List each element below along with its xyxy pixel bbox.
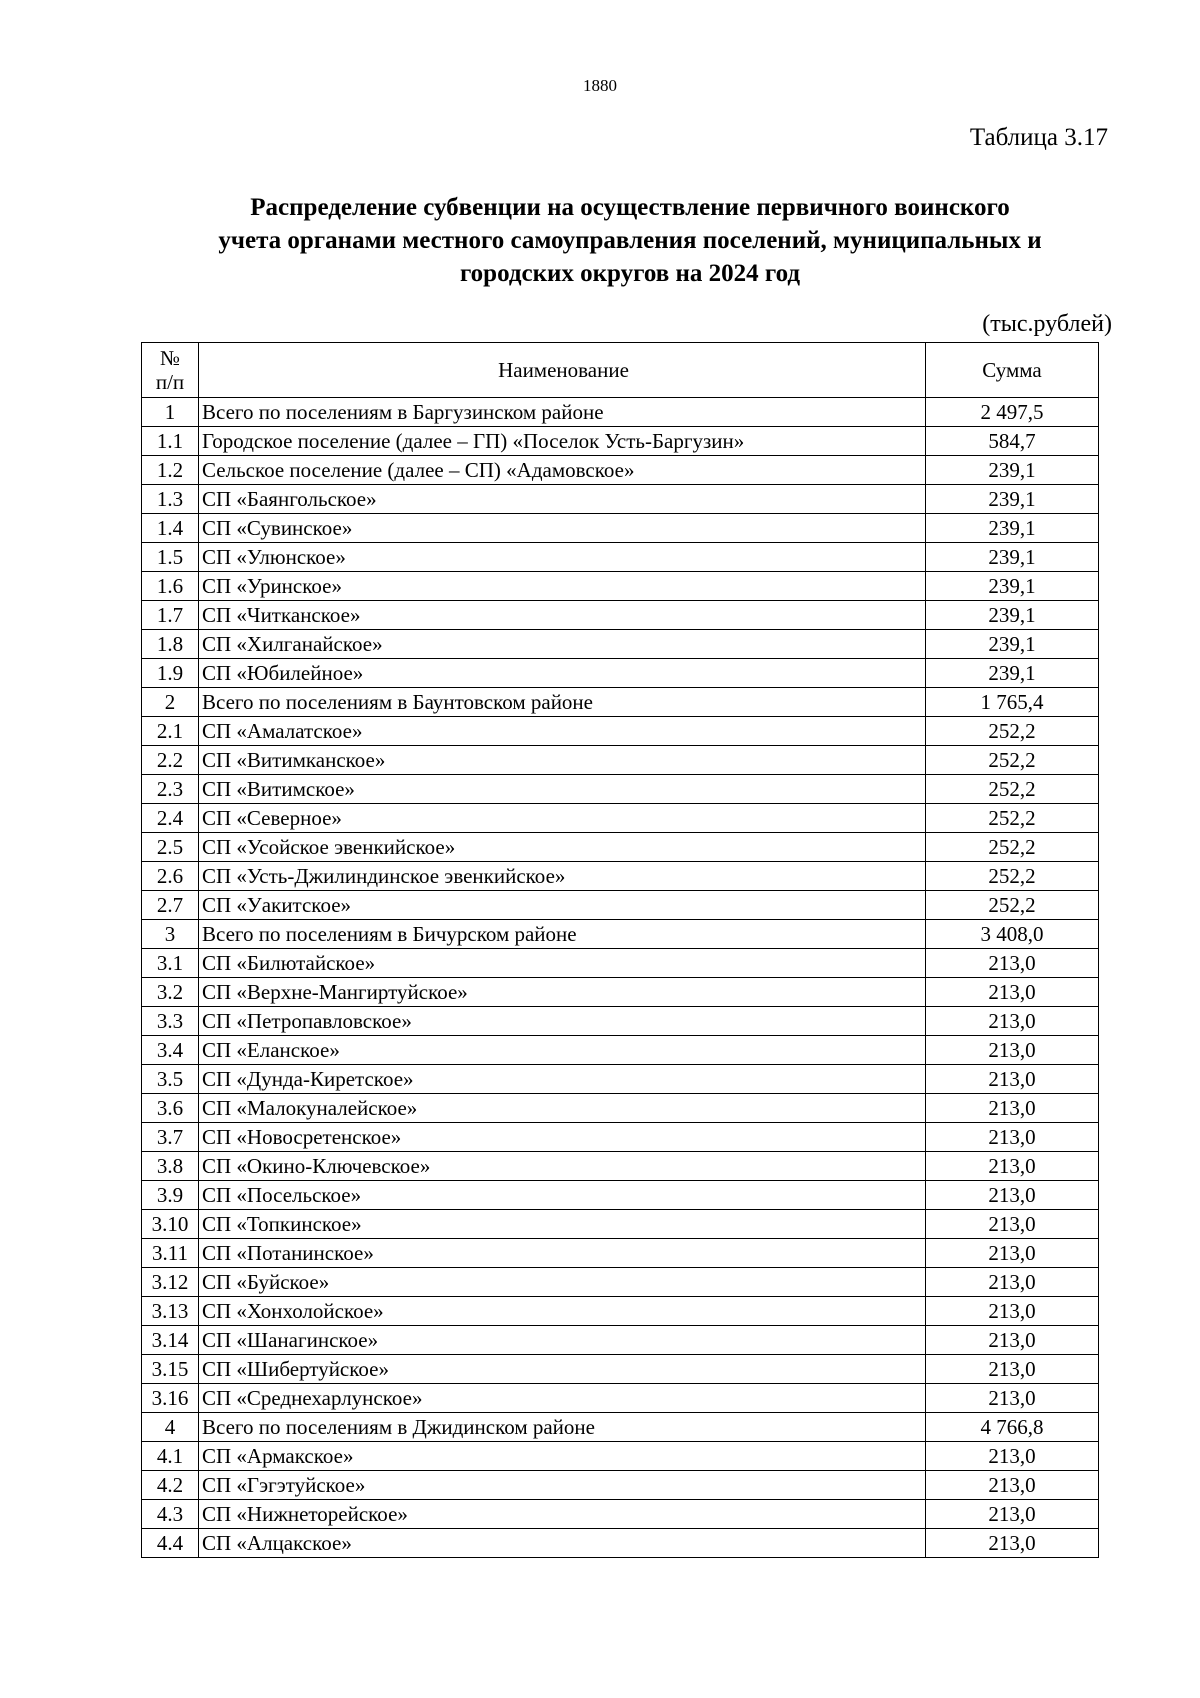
row-name: СП «Юбилейное» — [199, 659, 926, 688]
row-sum: 239,1 — [926, 514, 1099, 543]
row-sum: 213,0 — [926, 1123, 1099, 1152]
table-row — [142, 1384, 1099, 1413]
row-number: 2.3 — [142, 775, 199, 804]
row-sum: 213,0 — [926, 1326, 1099, 1355]
header-number — [142, 343, 199, 398]
row-name: СП «Шибертуйское» — [199, 1355, 926, 1384]
row-number: 3.8 — [142, 1152, 199, 1181]
row-name: СП «Шанагинское» — [199, 1326, 926, 1355]
row-number: 3.2 — [142, 978, 199, 1007]
row-name: Всего по поселениям в Бичурском районе — [199, 920, 926, 949]
row-sum: 213,0 — [926, 949, 1099, 978]
row-number: 3.10 — [142, 1210, 199, 1239]
row-sum: 213,0 — [926, 1268, 1099, 1297]
row-sum: 213,0 — [926, 1007, 1099, 1036]
header-name: Наименование — [199, 343, 926, 398]
table-row — [142, 398, 1099, 427]
row-number: 3.4 — [142, 1036, 199, 1065]
table-row — [142, 891, 1099, 920]
row-sum: 239,1 — [926, 601, 1099, 630]
table-row — [142, 1181, 1099, 1210]
table-row — [142, 1442, 1099, 1471]
table-row — [142, 514, 1099, 543]
row-name: СП «Хилганайское» — [199, 630, 926, 659]
header-sum: Сумма — [926, 343, 1099, 398]
row-sum: 213,0 — [926, 1442, 1099, 1471]
row-sum: 252,2 — [926, 891, 1099, 920]
row-number: 1.6 — [142, 572, 199, 601]
row-sum: 252,2 — [926, 862, 1099, 891]
row-name: СП «Еланское» — [199, 1036, 926, 1065]
row-name: СП «Верхне-Мангиртуйское» — [199, 978, 926, 1007]
row-sum: 239,1 — [926, 630, 1099, 659]
table-row — [142, 1326, 1099, 1355]
row-name: СП «Усть-Джилиндинское эвенкийское» — [199, 862, 926, 891]
row-sum: 213,0 — [926, 1384, 1099, 1413]
row-number: 3.11 — [142, 1239, 199, 1268]
table-caption: Таблица 3.17 — [969, 124, 1108, 151]
row-number: 2 — [142, 688, 199, 717]
table-row — [142, 804, 1099, 833]
row-sum: 213,0 — [926, 1036, 1099, 1065]
row-name: СП «Дунда-Киретское» — [199, 1065, 926, 1094]
row-name: СП «Витимское» — [199, 775, 926, 804]
row-number: 3 — [142, 920, 199, 949]
table-row — [142, 1297, 1099, 1326]
row-sum: 213,0 — [926, 1181, 1099, 1210]
row-name: СП «Окино-Ключевское» — [199, 1152, 926, 1181]
row-number: 2.7 — [142, 891, 199, 920]
row-number: 3.16 — [142, 1384, 199, 1413]
row-name: СП «Среднехарлунское» — [199, 1384, 926, 1413]
row-name: СП «Амалатское» — [199, 717, 926, 746]
row-number: 1.1 — [142, 427, 199, 456]
row-name: СП «Хонхолойское» — [199, 1297, 926, 1326]
row-sum: 252,2 — [926, 804, 1099, 833]
row-number: 1.4 — [142, 514, 199, 543]
row-sum: 239,1 — [926, 456, 1099, 485]
row-number: 2.1 — [142, 717, 199, 746]
table-row — [142, 1471, 1099, 1500]
row-number: 4 — [142, 1413, 199, 1442]
row-sum: 252,2 — [926, 833, 1099, 862]
row-sum: 239,1 — [926, 572, 1099, 601]
row-number: 1.9 — [142, 659, 199, 688]
row-number: 3.1 — [142, 949, 199, 978]
row-name: СП «Уакитское» — [199, 891, 926, 920]
row-number: 3.12 — [142, 1268, 199, 1297]
row-number: 1.5 — [142, 543, 199, 572]
row-number: 1 — [142, 398, 199, 427]
row-number: 3.14 — [142, 1326, 199, 1355]
row-name: СП «Потанинское» — [199, 1239, 926, 1268]
table-row — [142, 1529, 1099, 1558]
row-name: СП «Гэгэтуйское» — [199, 1471, 926, 1500]
row-number: 4.2 — [142, 1471, 199, 1500]
row-name: СП «Читканское» — [199, 601, 926, 630]
row-sum: 2 497,5 — [926, 398, 1099, 427]
row-sum: 213,0 — [926, 1529, 1099, 1558]
row-sum: 1 765,4 — [926, 688, 1099, 717]
row-name: СП «Петропавловское» — [199, 1007, 926, 1036]
row-number: 4.3 — [142, 1500, 199, 1529]
row-name: СП «Посельское» — [199, 1181, 926, 1210]
row-name: СП «Северное» — [199, 804, 926, 833]
row-sum: 239,1 — [926, 543, 1099, 572]
row-name: СП «Армакское» — [199, 1442, 926, 1471]
table-row — [142, 920, 1099, 949]
table-row — [142, 1094, 1099, 1123]
table-row — [142, 688, 1099, 717]
row-name: СП «Витимканское» — [199, 746, 926, 775]
row-sum: 213,0 — [926, 1152, 1099, 1181]
title-line-3: городских округов на 2024 год — [459, 260, 801, 287]
row-sum: 239,1 — [926, 659, 1099, 688]
row-name: СП «Нижнеторейское» — [199, 1500, 926, 1529]
row-sum: 252,2 — [926, 717, 1099, 746]
row-name: Всего по поселениям в Баунтовском районе — [199, 688, 926, 717]
row-number: 1.2 — [142, 456, 199, 485]
row-name: Всего по поселениям в Джидинском районе — [199, 1413, 926, 1442]
table-row — [142, 485, 1099, 514]
row-name: Городское поселение (далее – ГП) «Поселок Усть-Баргузин» — [199, 427, 926, 456]
table-row — [142, 833, 1099, 862]
row-number: 4.4 — [142, 1529, 199, 1558]
title-line-1: Распределение субвенции на осуществление первичного воинского — [250, 194, 1010, 221]
row-number: 2.6 — [142, 862, 199, 891]
row-sum: 213,0 — [926, 1065, 1099, 1094]
row-name: СП «Усойское эвенкийское» — [199, 833, 926, 862]
table-row — [142, 1355, 1099, 1384]
table-row — [142, 572, 1099, 601]
header-number-abbr: п/п — [155, 370, 185, 394]
table-row — [142, 1268, 1099, 1297]
row-name: Всего по поселениям в Баргузинском районе — [199, 398, 926, 427]
subvention-table — [141, 342, 1099, 1558]
row-number: 3.5 — [142, 1065, 199, 1094]
table-row — [142, 543, 1099, 572]
row-sum: 252,2 — [926, 775, 1099, 804]
row-sum: 213,0 — [926, 1471, 1099, 1500]
table-row — [142, 1152, 1099, 1181]
row-name: СП «Буйское» — [199, 1268, 926, 1297]
table-body — [142, 398, 1099, 1558]
row-sum: 213,0 — [926, 1210, 1099, 1239]
row-name: СП «Баянгольское» — [199, 485, 926, 514]
row-number: 3.13 — [142, 1297, 199, 1326]
document-title — [150, 191, 1110, 290]
row-name: СП «Сувинское» — [199, 514, 926, 543]
table-row — [142, 427, 1099, 456]
row-number: 3.15 — [142, 1355, 199, 1384]
table-row — [142, 1210, 1099, 1239]
row-name: СП «Новосретенское» — [199, 1123, 926, 1152]
row-sum: 213,0 — [926, 1500, 1099, 1529]
row-name: СП «Алцакское» — [199, 1529, 926, 1558]
row-name: СП «Малокуналейское» — [199, 1094, 926, 1123]
row-number: 2.5 — [142, 833, 199, 862]
row-name: СП «Улюнское» — [199, 543, 926, 572]
row-sum: 584,7 — [926, 427, 1099, 456]
table-row — [142, 1036, 1099, 1065]
table-row — [142, 862, 1099, 891]
row-number: 1.3 — [142, 485, 199, 514]
table-row — [142, 630, 1099, 659]
table-row — [142, 949, 1099, 978]
row-number: 4.1 — [142, 1442, 199, 1471]
row-name: СП «Топкинское» — [199, 1210, 926, 1239]
row-number: 3.9 — [142, 1181, 199, 1210]
table-row — [142, 1500, 1099, 1529]
row-sum: 213,0 — [926, 1239, 1099, 1268]
row-sum: 239,1 — [926, 485, 1099, 514]
row-number: 3.3 — [142, 1007, 199, 1036]
table-row — [142, 1413, 1099, 1442]
table-row — [142, 456, 1099, 485]
row-sum: 252,2 — [926, 746, 1099, 775]
table-row — [142, 1007, 1099, 1036]
row-name: Сельское поселение (далее – СП) «Адамовское» — [199, 456, 926, 485]
row-number: 1.8 — [142, 630, 199, 659]
row-sum: 213,0 — [926, 978, 1099, 1007]
table-row — [142, 1239, 1099, 1268]
row-sum: 213,0 — [926, 1355, 1099, 1384]
row-name: СП «Уринское» — [199, 572, 926, 601]
table-row — [142, 1065, 1099, 1094]
table-row — [142, 1123, 1099, 1152]
units-note: (тыс.рублей) — [982, 311, 1112, 337]
row-number: 3.7 — [142, 1123, 199, 1152]
row-sum: 213,0 — [926, 1297, 1099, 1326]
table-row — [142, 601, 1099, 630]
title-line-2: учета органами местного самоуправления поселений, муниципальных и — [218, 227, 1042, 254]
row-sum: 213,0 — [926, 1094, 1099, 1123]
row-sum: 4 766,8 — [926, 1413, 1099, 1442]
row-name: СП «Билютайское» — [199, 949, 926, 978]
table-row — [142, 775, 1099, 804]
row-number: 3.6 — [142, 1094, 199, 1123]
page-number: 1880 — [583, 76, 617, 95]
row-number: 1.7 — [142, 601, 199, 630]
row-number: 2.2 — [142, 746, 199, 775]
header-number-symbol: № — [159, 346, 181, 370]
table-row — [142, 746, 1099, 775]
table-row — [142, 717, 1099, 746]
table-header-row — [142, 343, 1099, 398]
table-row — [142, 978, 1099, 1007]
row-number: 2.4 — [142, 804, 199, 833]
row-sum: 3 408,0 — [926, 920, 1099, 949]
table-row — [142, 659, 1099, 688]
